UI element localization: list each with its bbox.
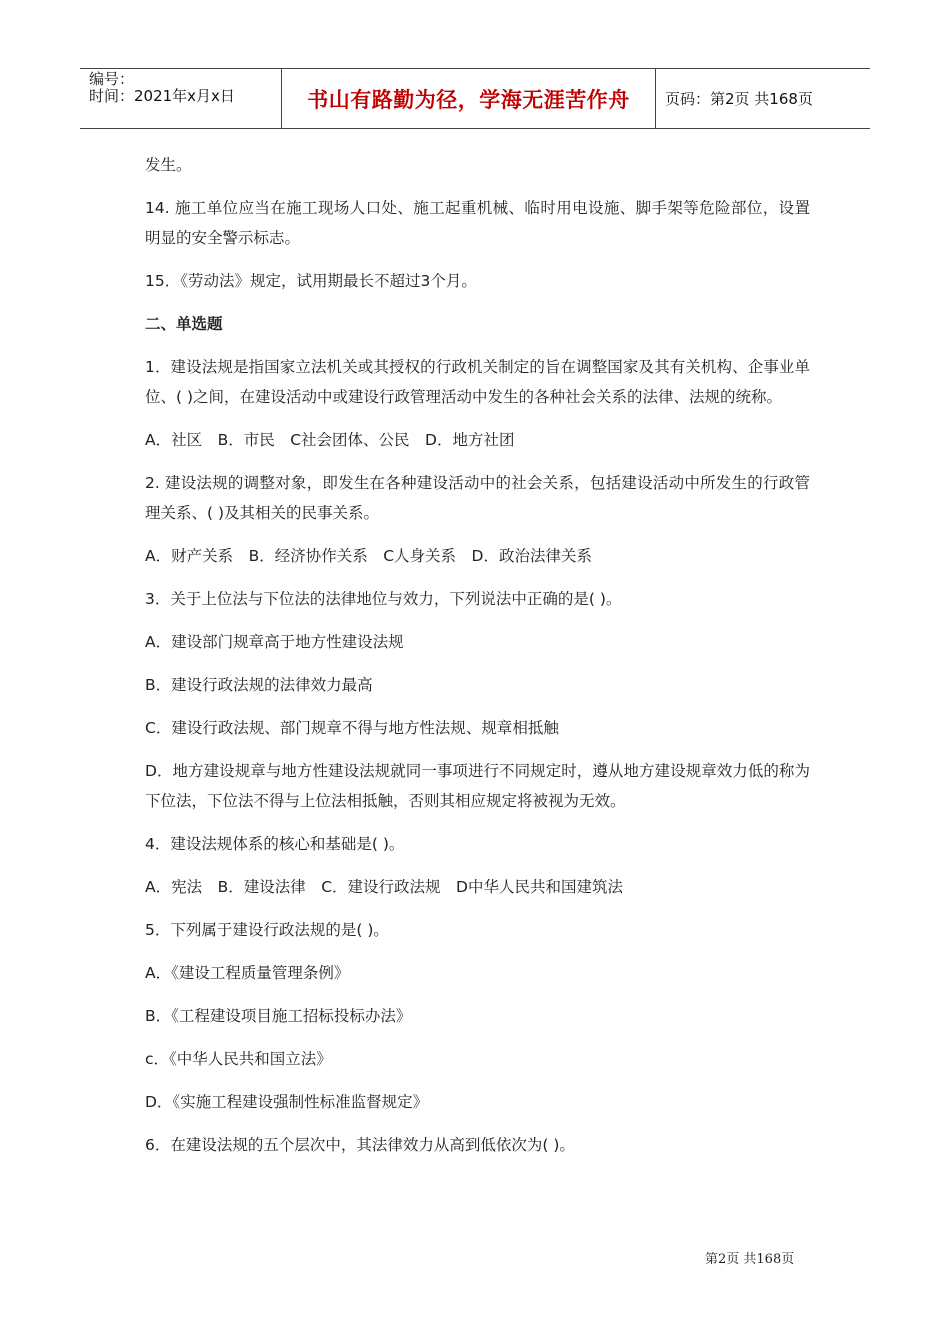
question-5: 5．下列属于建设行政法规的是( )。 [145,921,389,939]
question-1: 1．建设法规是指国家立法机关或其授权的行政机关制定的旨在调整国家及其有关机构、企事业单位、( )之间，在建设活动中或建设行政管理活动中发生的各种社会关系的法律、法规的统称。 [145,358,810,406]
question-6: 6．在建设法规的五个层次中，其法律效力从高到低依次为( )。 [145,1136,575,1154]
question-3-option-b: B．建设行政法规的法律效力最高 [145,676,373,694]
paragraph: 14. 施工单位应当在施工现场人口处、施工起重机械、临时用电设施、脚手架等危险部位，设置明显的安全警示标志。 [145,199,810,247]
document-body [145,150,810,1173]
question-5-option-c: c．《中华人民共和国立法》 [145,1050,332,1068]
question-3-option-c: C．建设行政法规、部门规章不得与地方性法规、规章相抵触 [145,719,559,737]
question-5-option-b: B．《工程建设项目施工招标投标办法》 [145,1007,412,1025]
question-3: 3．关于上位法与下位法的法律地位与效力，下列说法中正确的是( )。 [145,590,622,608]
header-page-info: 页码：第2页 共168页 [665,90,813,108]
question-5-option-a: A．《建设工程质量管理条例》 [145,964,350,982]
page-footer: 第2页 共168页 [705,1252,795,1267]
document-time-label: 时间：2021年x月x日 [89,87,235,105]
question-3-option-d: D．地方建设规章与地方性建设法规就同一事项进行不同规定时，遵从地方建设规章效力低的称为下位法，下位法不得与上位法相抵触，否则其相应规定将被视为无效。 [145,762,810,810]
header-meta [80,69,282,128]
header-page-info-cell [656,69,870,128]
page-header [80,68,870,129]
question-1-options: A．社区 B．市民 C社会团体、公民 D．地方社团 [145,431,515,449]
document-number-label: 编号： [89,70,135,88]
question-2-options: A．财产关系 B．经济协作关系 C人身关系 D．政治法律关系 [145,547,592,565]
header-motto-cell [282,69,656,128]
header-motto: 书山有路勤为径，学海无涯苦作舟 [307,86,630,112]
question-4: 4．建设法规体系的核心和基础是( )。 [145,835,405,853]
question-4-options: A．宪法 B．建设法律 C．建设行政法规 D中华人民共和国建筑法 [145,878,623,896]
question-2: 2. 建设法规的调整对象，即发生在各种建设活动中的社会关系，包括建设活动中所发生的行政管理关系、( )及其相关的民事关系。 [145,474,810,522]
question-3-option-a: A．建设部门规章高于地方性建设法规 [145,633,404,651]
paragraph: 发生。 [145,156,192,174]
section-heading: 二、单选题 [145,315,223,333]
question-5-option-d: D．《实施工程建设强制性标准监督规定》 [145,1093,429,1111]
paragraph: 15．《劳动法》规定，试用期最长不超过3个月。 [145,272,477,290]
